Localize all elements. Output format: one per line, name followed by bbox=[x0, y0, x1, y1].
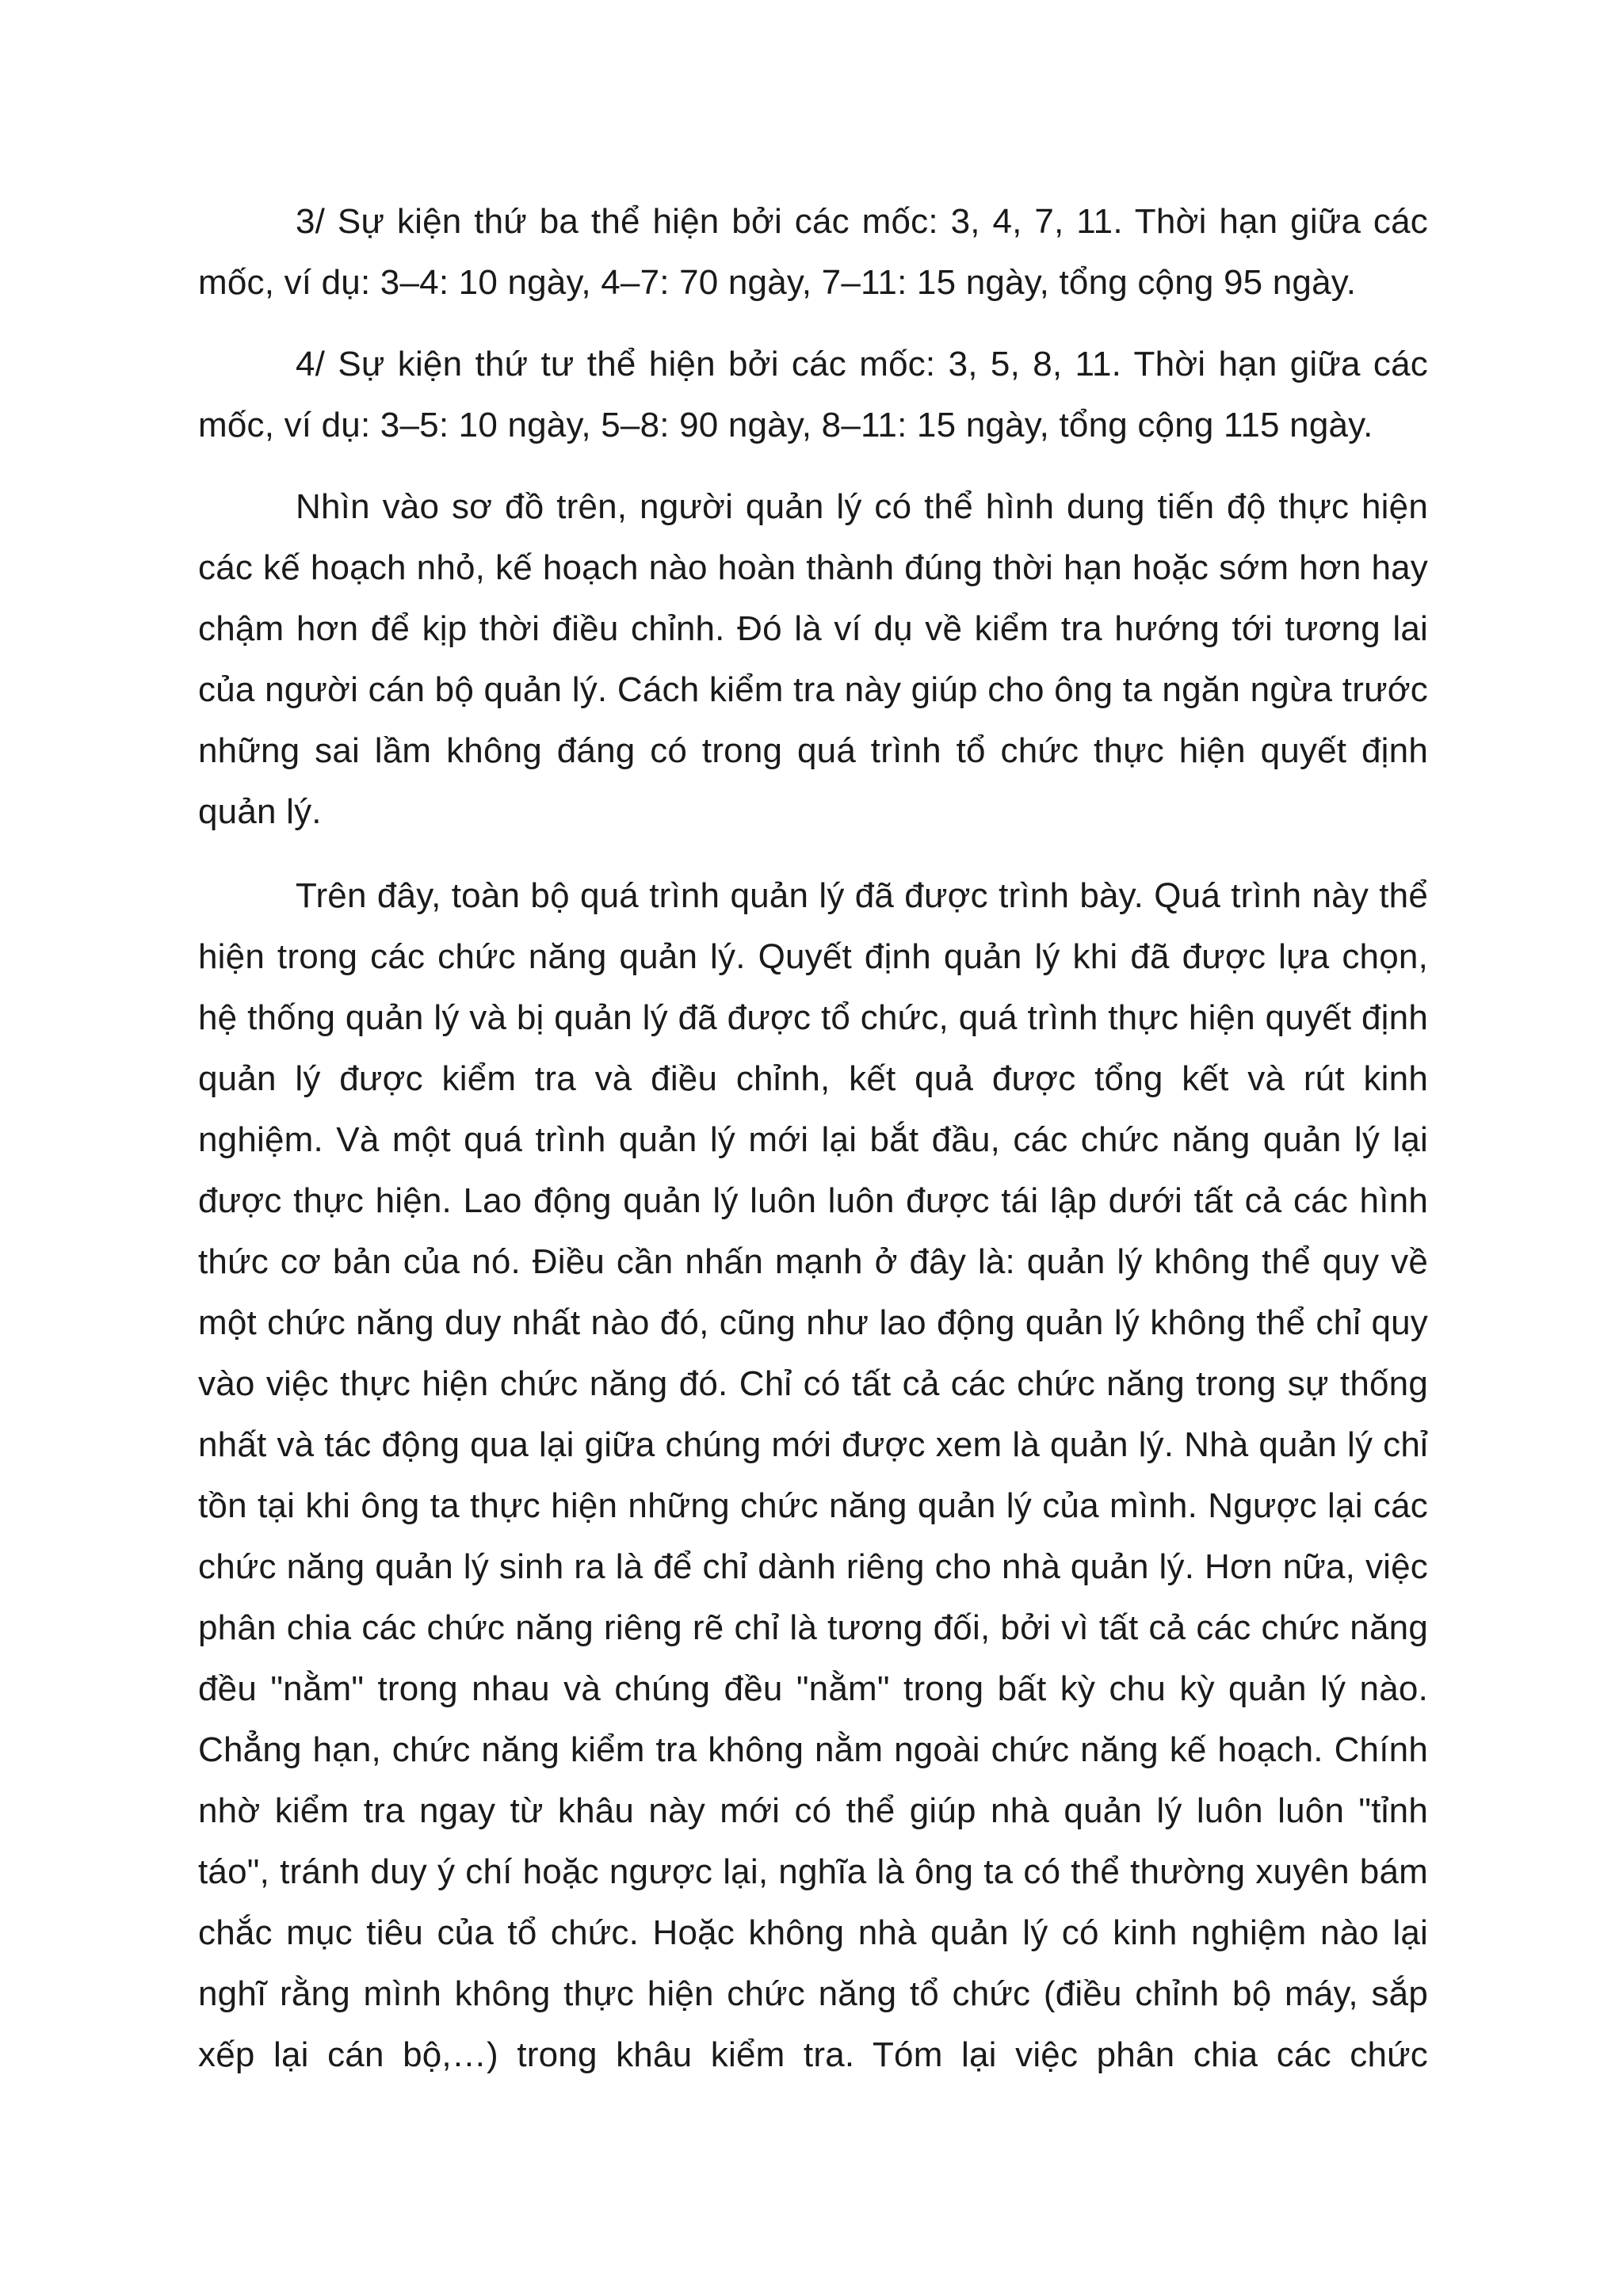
document-page bbox=[198, 191, 1428, 2085]
paragraph-event-4: 4/ Sự kiện thứ tư thể hiện bởi các mốc: 3, 5, 8, 11. Thời hạn giữa các mốc, ví dụ: 3–5: 10 ngày, 5–8: 90 ngày, 8–11: 15 ngày, tổng cộng 115 ngày. bbox=[198, 345, 1428, 444]
paragraph-event-3: 3/ Sự kiện thứ ba thể hiện bởi các mốc: 3, 4, 7, 11. Thời hạn giữa các mốc, ví dụ: 3–4: 10 ngày, 4–7: 70 ngày, 7–11: 15 ngày, tổng cộng 95 ngày. bbox=[198, 202, 1428, 302]
paragraph-management-process: Trên đây, toàn bộ quá trình quản lý đã được trình bày. Quá trình này thể hiện trong các chức năng quản lý. Quyết định quản lý khi đã được lựa chọn, hệ thống quản lý và bị quản lý đã được tổ chức, quá trình thực hiện quyết định quản lý được kiểm tra và điều chỉnh, kết quả được tổng kết và rút kinh nghiệm. Và một quá trình quản lý mới lại bắt đầu, các chức năng quản lý lại được thực hiện. Lao động quản lý luôn luôn được tái lập dưới tất cả các hình thức cơ bản của nó. Điều cần nhấn mạnh ở đây là: quản lý không thể quy về một chức năng duy nhất nào đó, cũng như lao động quản lý không thể chỉ quy vào việc thực hiện chức năng đó. Chỉ có tất cả các chức năng trong sự thống nhất và tác động qua lại giữa chúng mới được xem là quản lý. Nhà quản lý chỉ tồn tại khi ông ta thực hiện những chức năng quản lý của mình. Ngược lại các chức năng quản lý sinh ra là để chỉ dành riêng cho nhà quản lý. Hơn nữa, việc phân chia các chức năng riêng rẽ chỉ là tương đối, bởi vì tất cả các chức năng đều "nằm" trong nhau và chúng đều "nằm" trong bất kỳ chu kỳ quản lý nào. Chẳng hạn, chức năng kiểm tra không nằm ngoài chức năng kế hoạch. Chính nhờ kiểm tra ngay từ khâu này mới có thể giúp nhà quản lý luôn luôn "tỉnh táo", tránh duy ý chí hoặc ngược lại, nghĩa là ông ta có thể thường xuyên bám chắc mục tiêu của tổ chức. Hoặc không nhà quản lý có kinh nghiệm nào lại nghĩ rằng mình không thực hiện chức năng tổ chức (điều chỉnh bộ máy, sắp xếp lại cán bộ,…) trong khâu kiểm tra. Tóm lại việc phân chia các chức bbox=[198, 876, 1428, 2074]
paragraph-diagram-explanation: Nhìn vào sơ đồ trên, người quản lý có thể hình dung tiến độ thực hiện các kế hoạch nhỏ, kế hoạch nào hoàn thành đúng thời hạn hoặc sớm hơn hay chậm hơn để kịp thời điều chỉnh. Đó là ví dụ về kiểm tra hướng tới tương lai của người cán bộ quản lý. Cách kiểm tra này giúp cho ông ta ngăn ngừa trước những sai lầm không đáng có trong quá trình tổ chức thực hiện quyết định quản lý. bbox=[198, 487, 1428, 831]
